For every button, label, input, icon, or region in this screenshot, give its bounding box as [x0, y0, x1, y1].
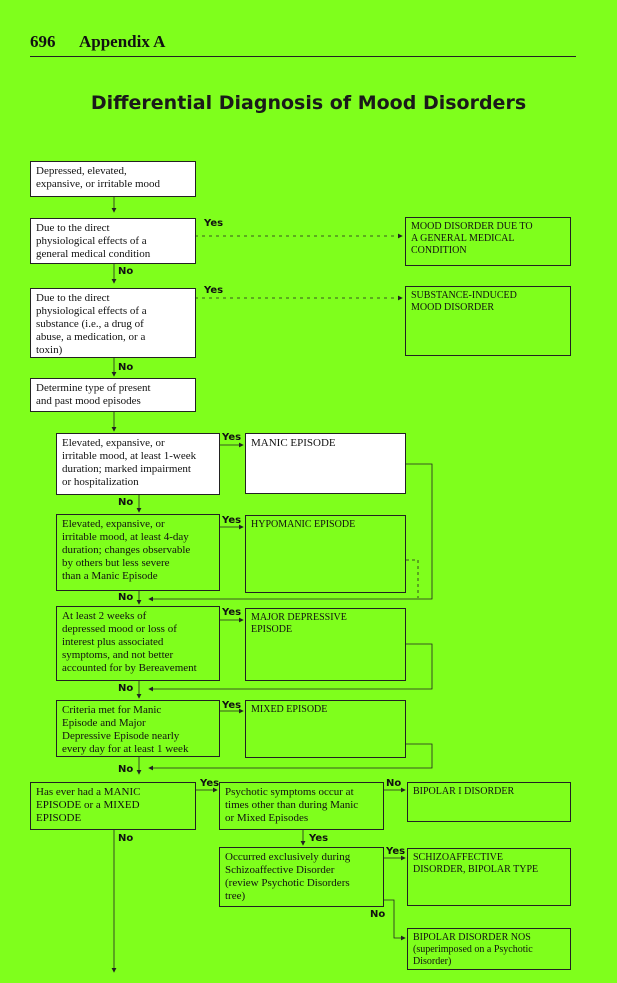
outcome-substance-induced: SUBSTANCE-INDUCED MOOD DISORDER [405, 286, 571, 356]
box-psychotic-other-times: Psychotic symptoms occur at times other than during Manic or Mixed Episodes [219, 782, 384, 830]
label-gmc-yes: Yes [204, 218, 224, 229]
label-substance-yes: Yes [204, 285, 224, 296]
label-substance-no: No [118, 362, 134, 373]
label-schizo-no: No [370, 909, 386, 920]
label-ever-yes: Yes [200, 778, 220, 789]
box-depressive-criteria: At least 2 weeks of depressed mood or loss of interest plus associated symptoms, and not better accounted for by Bereavement [56, 606, 220, 681]
outcome-major-depressive-episode: MAJOR DEPRESSIVE EPISODE [245, 608, 406, 681]
label-depressive-no: No [118, 683, 134, 694]
label-manic-yes: Yes [222, 432, 242, 443]
label-manic-no: No [118, 497, 134, 508]
label-hypomanic-no: No [118, 592, 134, 603]
outcome-manic-episode: MANIC EPISODE [245, 433, 406, 494]
label-depressive-yes: Yes [222, 607, 242, 618]
page-title: Differential Diagnosis of Mood Disorders [90, 92, 527, 114]
appendix-label: Appendix A [79, 32, 166, 51]
label-mixed-yes: Yes [222, 700, 242, 711]
outcome-bipolar-i: BIPOLAR I DISORDER [407, 782, 571, 822]
box-substance: Due to the direct physiological effects of a substance (i.e., a drug of abuse, a medication, or a toxin) [30, 288, 196, 358]
arrow-schizo-no [384, 900, 405, 938]
label-psychotic-no: No [386, 778, 402, 789]
label-ever-no: No [118, 833, 134, 844]
label-gmc-no: No [118, 266, 134, 277]
page-number: 696 [30, 32, 56, 51]
outcome-schizoaffective-bipolar: SCHIZOAFFECTIVE DISORDER, BIPOLAR TYPE [407, 848, 571, 906]
outcome-bipolar-nos: BIPOLAR DISORDER NOS (superimposed on a Psychotic Disorder) [407, 928, 571, 970]
label-schizo-yes: Yes [386, 846, 406, 857]
box-ever-manic-mixed: Has ever had a MANIC EPISODE or a MIXED EPISODE [30, 782, 196, 830]
outcome-mood-gmc: MOOD DISORDER DUE TO A GENERAL MEDICAL CONDITION [405, 217, 571, 266]
box-determine-type: Determine type of present and past mood episodes [30, 378, 196, 412]
box-start: Depressed, elevated, expansive, or irritable mood [30, 161, 196, 197]
box-manic-criteria: Elevated, expansive, or irritable mood, at least 1-week duration; marked impairment or hospitalization [56, 433, 220, 495]
label-psychotic-yes: Yes [309, 833, 329, 844]
box-general-medical: Due to the direct physiological effects of a general medical condition [30, 218, 196, 264]
label-hypomanic-yes: Yes [222, 515, 242, 526]
box-mixed-criteria: Criteria met for Manic Episode and Major Depressive Episode nearly every day for at least 1 week [56, 700, 220, 757]
box-schizoaffective-only: Occurred exclusively during Schizoaffective Disorder (review Psychotic Disorders tree) [219, 847, 384, 907]
outcome-mixed-episode: MIXED EPISODE [245, 700, 406, 758]
label-mixed-no: No [118, 764, 134, 775]
box-hypomanic-criteria: Elevated, expansive, or irritable mood, at least 4-day duration; changes observable by others but less severe than a Manic Episode [56, 514, 220, 591]
return-hypomanic [406, 560, 418, 598]
outcome-hypomanic-episode: HYPOMANIC EPISODE [245, 515, 406, 593]
